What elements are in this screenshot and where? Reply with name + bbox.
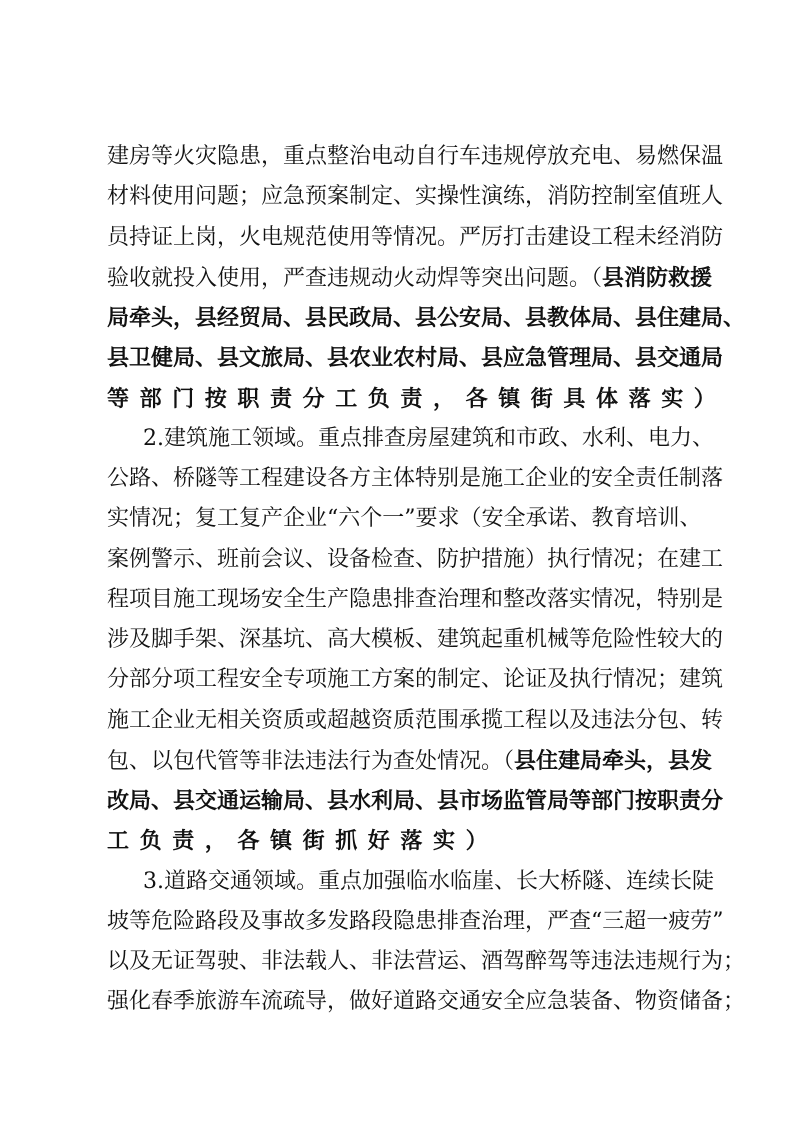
responsible-departments-text: 工负责，各镇街抓好落实） bbox=[107, 828, 499, 855]
body-text: 包、以包代管等非法违法行为查处情况。（ bbox=[107, 748, 515, 774]
paragraph-1-line bbox=[107, 177, 724, 217]
paragraph-2-line bbox=[107, 580, 724, 620]
paragraph-3-line bbox=[107, 862, 714, 902]
body-text: 案例警示、班前会议、设备检查、防护措施）执行情况；在建工 bbox=[107, 546, 724, 572]
responsible-departments-text: 县住建局牵头，县发 bbox=[514, 747, 713, 774]
responsible-departments-text: 县卫健局、县文旅局、县农业农村局、县应急管理局、县交通局 bbox=[107, 345, 724, 372]
body-text: 程项目施工现场安全生产隐患排查治理和整改落实情况，特别是 bbox=[107, 586, 724, 612]
body-text: 材料使用问题；应急预案制定、实操性演练，消防控制室值班人 bbox=[107, 184, 724, 210]
body-text: 坡等危险路段及事故多发路段隐患排查治理，严查“三超一疲劳” bbox=[107, 908, 724, 934]
paragraph-2-line bbox=[107, 499, 702, 539]
paragraph-2-line bbox=[107, 741, 713, 781]
paragraph-1-line bbox=[107, 218, 724, 258]
paragraph-1-line bbox=[107, 137, 724, 177]
body-text: 公路、桥隧等工程建设各方主体特别是施工企业的安全责任制落 bbox=[107, 466, 724, 491]
paragraph-2-line bbox=[107, 419, 714, 459]
responsible-departments-text: 等部门按职责分工负责，各镇街具体落实） bbox=[107, 385, 727, 412]
body-text: 施工企业无相关资质或超越资质范围承揽工程以及违法分包、转 bbox=[107, 707, 724, 733]
paragraph-1-line bbox=[107, 379, 727, 419]
body-text: 员持证上岗，火电规范使用等情况。严厉打击建设工程未经消防 bbox=[107, 224, 724, 250]
paragraph-2-line bbox=[107, 821, 698, 861]
responsible-departments-text: 局牵头，县经贸局、县民政局、县公安局、县教体局、县住建局、 bbox=[107, 305, 746, 331]
body-text: 2.建筑施工领域。重点排查房屋建筑和市政、水利、电力、 bbox=[143, 425, 714, 451]
responsible-departments-text: 县消防救援 bbox=[602, 264, 713, 291]
paragraph-1-line bbox=[107, 258, 713, 298]
paragraph-1-line bbox=[107, 338, 724, 378]
paragraph-2-line bbox=[107, 459, 724, 499]
responsible-departments-text: 改局、县交通运输局、县水利局、县市场监管局等部门按职责分 bbox=[107, 788, 724, 814]
paragraph-2-line bbox=[107, 781, 724, 821]
paragraph-2-line bbox=[107, 701, 724, 741]
paragraph-3-line bbox=[107, 942, 746, 982]
paragraph-3-line bbox=[107, 902, 724, 942]
body-text: 验收就投入使用，严查违规动火动焊等突出问题。（ bbox=[107, 265, 603, 291]
paragraph-2-line bbox=[107, 540, 724, 580]
paragraph-2-line bbox=[107, 660, 724, 700]
body-text: 强化春季旅游车流疏导，做好道路交通安全应急装备、物资储备； bbox=[107, 989, 746, 1015]
body-text: 实情况；复工复产企业“六个一”要求（安全承诺、教育培训、 bbox=[107, 506, 702, 532]
paragraph-3-line bbox=[107, 982, 746, 1022]
body-text: 以及无证驾驶、非法载人、非法营运、酒驾醉驾等违法违规行为； bbox=[107, 949, 746, 974]
paragraph-2-line bbox=[107, 620, 724, 660]
body-text: 分部分项工程安全专项施工方案的制定、论证及执行情况；建筑 bbox=[107, 667, 724, 693]
body-text: 涉及脚手架、深基坑、高大模板、建筑起重机械等危险性较大的 bbox=[107, 627, 724, 652]
paragraph-1-line bbox=[107, 298, 746, 338]
body-text: 3.道路交通领域。重点加强临水临崖、长大桥隧、连续长陡 bbox=[143, 868, 714, 894]
body-text: 建房等火灾隐患，重点整治电动自行车违规停放充电、易燃保温 bbox=[107, 144, 724, 169]
